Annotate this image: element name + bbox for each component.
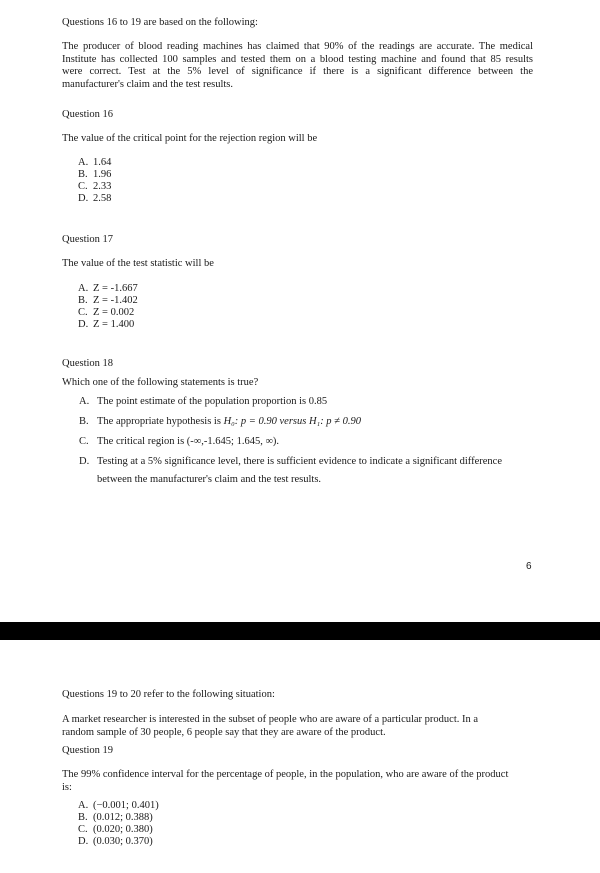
option-text: 1.64 — [93, 157, 112, 168]
question-16-option-c — [78, 181, 111, 193]
option-text: (0.030; 0.370) — [93, 836, 153, 847]
question-19-option-a — [78, 800, 159, 812]
option-letter: A. — [78, 800, 89, 811]
question-19-stem — [62, 769, 542, 794]
option-text: 2.33 — [93, 181, 112, 192]
page-separator-bar — [0, 622, 600, 640]
scenario-line: manufacturer's claim and the test results. — [62, 78, 233, 90]
scenario-line: Institute has collected 100 samples and tested them on a blood testing machine and found that 85 results — [62, 53, 533, 65]
option-text: Z = 0.002 — [93, 307, 135, 318]
option-letter: B. — [78, 295, 88, 306]
option-letter: B. — [78, 812, 88, 823]
option-letter: A. — [78, 157, 89, 168]
option-text: The critical region is (-∞,-1.645; 1.645, ∞). — [97, 436, 280, 447]
question-17-option-b — [78, 295, 138, 307]
question-18-option-d-continued: between the manufacturer's claim and the test results. — [97, 474, 322, 485]
option-text: 2.58 — [93, 193, 112, 204]
question-18-option-a — [79, 396, 327, 408]
question-16-option-b — [78, 169, 111, 181]
option-letter: C. — [78, 181, 88, 192]
scenario-line: A market researcher is interested in the subset of people who are aware of a particular product. In a — [62, 714, 479, 725]
stem-line: is: — [62, 781, 72, 793]
option-letter: D. — [78, 319, 89, 330]
option-text: (0.012; 0.388) — [93, 812, 153, 823]
question-19-option-c — [78, 824, 153, 836]
question-17-stem: The value of the test statistic will be — [62, 258, 214, 269]
option-letter: A. — [78, 283, 89, 294]
question-19-option-d — [78, 836, 153, 848]
option-text: Z = -1.402 — [93, 295, 138, 306]
option-text: Z = 1.400 — [93, 319, 135, 330]
intro-heading-2: Questions 19 to 20 refer to the following situation: — [62, 689, 275, 700]
option-letter: A. — [79, 396, 90, 407]
intro-heading: Questions 16 to 19 are based on the following: — [62, 17, 258, 28]
hypothesis-formula: H₀: p = 0.90 versus H₁: p ≠ 0.90 — [223, 416, 361, 427]
option-text: (0.020; 0.380) — [93, 824, 153, 835]
option-text: Z = -1.667 — [93, 283, 138, 294]
option-text: The appropriate hypothesis is — [97, 416, 224, 427]
question-18-option-d — [79, 456, 502, 468]
question-16-option-a — [78, 157, 111, 169]
document-page-7 — [0, 640, 600, 873]
scenario-line: The producer of blood reading machines has claimed that 90% of the readings are accurate. The medical — [62, 41, 533, 52]
question-16-heading: Question 16 — [62, 109, 114, 120]
page-number: 6 — [526, 561, 532, 572]
option-letter: B. — [79, 416, 89, 427]
option-letter: D. — [78, 836, 89, 847]
question-19-heading: Question 19 — [62, 745, 114, 756]
question-18-option-c — [79, 436, 279, 448]
question-19-option-b — [78, 812, 153, 824]
question-17-heading: Question 17 — [62, 234, 114, 245]
question-16-stem: The value of the critical point for the rejection region will be — [62, 133, 318, 144]
option-text: (−0.001; 0.401) — [93, 800, 159, 811]
option-letter: C. — [78, 824, 88, 835]
scenario-line: were correct. Test at the 5% level of significance if there is a significant difference between the — [62, 66, 533, 77]
scenario-line: random sample of 30 people, 6 people say that they are aware of the product. — [62, 726, 386, 738]
question-17-option-a — [78, 283, 138, 295]
question-18-heading: Question 18 — [62, 358, 114, 369]
question-18-stem: Which one of the following statements is true? — [62, 377, 259, 388]
question-16-option-d — [78, 193, 111, 205]
option-text: The point estimate of the population proportion is 0.85 — [97, 396, 328, 407]
option-letter: B. — [78, 169, 88, 180]
option-letter: D. — [79, 456, 90, 467]
option-letter: C. — [79, 436, 89, 447]
scenario-paragraph — [62, 41, 533, 91]
option-text: Testing at a 5% significance level, there is sufficient evidence to indicate a significant difference — [97, 456, 503, 467]
option-text: 1.96 — [93, 169, 112, 180]
scenario-paragraph-2 — [62, 714, 542, 739]
question-18-option-b — [79, 416, 361, 428]
option-letter: D. — [78, 193, 89, 204]
option-letter: C. — [78, 307, 88, 318]
question-17-option-c — [78, 307, 134, 319]
stem-line: The 99% confidence interval for the percentage of people, in the population, who are aware of the product — [62, 769, 509, 780]
question-17-option-d — [78, 319, 134, 331]
